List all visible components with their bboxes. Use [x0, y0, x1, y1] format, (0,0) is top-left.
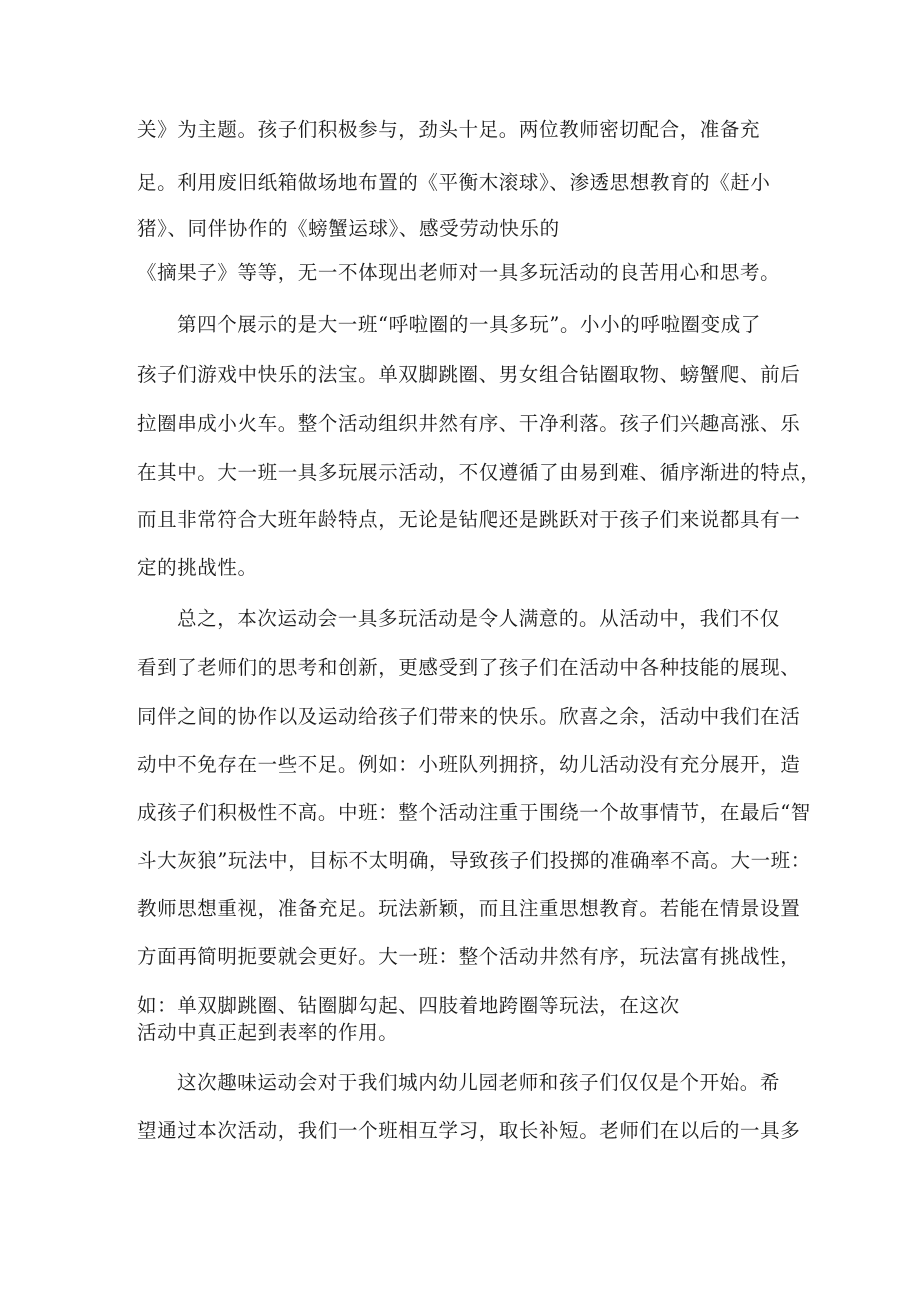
text-line: 斗大灰狼”玩法中，目标不太明确，导致孩子们投掷的准确率不高。大一班： — [137, 849, 811, 872]
text-line: 足。利用废旧纸箱做场地布置的《平衡木滚球》、渗透思想教育的《赶小 — [137, 171, 771, 194]
paragraph-first-line: 第四个展示的是大一班“呼啦圈的一具多玩”。小小的呼啦圈变成了 — [177, 313, 761, 336]
text-line: 定的挑战性。 — [137, 556, 258, 579]
text-line: 拉圈串成小火车。整个活动组织井然有序、干净利落。孩子们兴趣高涨、乐 — [137, 412, 801, 435]
text-line: 同伴之间的协作以及运动给孩子们带来的快乐。欣喜之余，活动中我们在活 — [137, 705, 801, 728]
paragraph-first-line: 总之，本次运动会一具多玩活动是令人满意的。从活动中，我们不仅 — [177, 607, 781, 630]
text-line: 而且非常符合大班年龄特点，无论是钻爬还是跳跃对于孩子们来说都具有一 — [137, 508, 801, 531]
text-line: 在其中。大一班一具多玩展示活动，不仅遵循了由易到难、循序渐进的特点， — [137, 461, 821, 484]
text-line: 活动中真正起到表率的作用。 — [137, 1021, 399, 1044]
paragraph-first-line: 这次趣味运动会对于我们城内幼儿园老师和孩子们仅仅是个开始。希 — [177, 1071, 781, 1094]
text-line: 方面再简明扼要就会更好。大一班：整个活动井然有序，玩法富有挑战性， — [137, 945, 801, 968]
text-line: 关》为主题。孩子们积极参与，劲头十足。两位教师密切配合，准备充 — [137, 118, 761, 141]
text-line: 孩子们游戏中快乐的法宝。单双脚跳圈、男女组合钻圈取物、螃蟹爬、前后 — [137, 363, 801, 386]
text-line: 望通过本次活动，我们一个班相互学习，取长补短。老师们在以后的一具多 — [137, 1119, 801, 1142]
text-line: 成孩子们积极性不高。中班：整个活动注重于围绕一个故事情节，在最后“智 — [137, 801, 811, 824]
text-line: 如：单双脚跳圈、钻圈脚勾起、四肢着地跨圈等玩法，在这次 — [137, 994, 680, 1017]
text-line: 猪》、同伴协作的《螃蟹运球》、感受劳动快乐的 — [137, 217, 560, 240]
text-line: 看到了老师们的思考和创新，更感受到了孩子们在活动中各种技能的展现、 — [137, 656, 801, 679]
text-line: 《摘果子》等等，无一不体现出老师对一具多玩活动的良苦用心和思考。 — [137, 261, 781, 284]
text-line: 动中不免存在一些不足。例如：小班队列拥挤，幼儿活动没有充分展开，造 — [137, 753, 801, 776]
text-line: 教师思想重视，准备充足。玩法新颖，而且注重思想教育。若能在情景设置 — [137, 897, 801, 920]
